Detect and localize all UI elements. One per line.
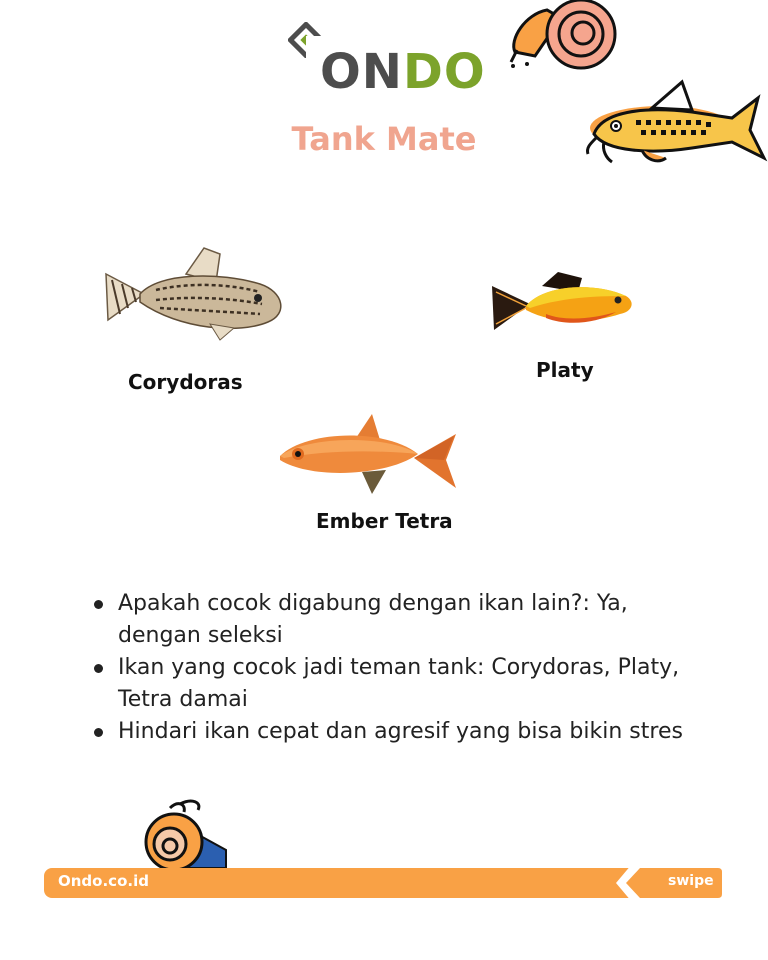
fish-label-ember-tetra: Ember Tetra (316, 509, 453, 533)
bullet-item: Ikan yang cocok jadi teman tank: Corydoras, Platy, Tetra damai (92, 652, 712, 716)
swipe-button[interactable] (610, 864, 726, 902)
snail-small-icon (140, 798, 232, 870)
catfish-illustration (582, 78, 768, 178)
fish-label-corydoras: Corydoras (128, 370, 243, 394)
logo-text-accent: DO (402, 44, 486, 100)
info-bullet-list (92, 588, 712, 748)
platy-fish-icon (486, 266, 638, 346)
brand-logo (288, 22, 488, 102)
bullet-item: Hindari ikan cepat dan agresif yang bisa bikin stres (92, 716, 712, 748)
logo-text-primary: ON (320, 44, 403, 100)
logo-mark-icon (288, 22, 324, 58)
footer-site-link[interactable]: Ondo.co.id (58, 872, 149, 890)
snail-icon (505, 0, 625, 78)
fish-label-platy: Platy (536, 358, 594, 382)
corydoras-fish-icon (100, 244, 290, 344)
page-title: Tank Mate (291, 120, 477, 158)
logo-wordmark (320, 44, 486, 100)
ember-tetra-fish-icon (276, 410, 460, 502)
swipe-label: swipe (668, 873, 714, 889)
bullet-item: Apakah cocok digabung dengan ikan lain?: Ya, dengan seleksi (92, 588, 712, 652)
